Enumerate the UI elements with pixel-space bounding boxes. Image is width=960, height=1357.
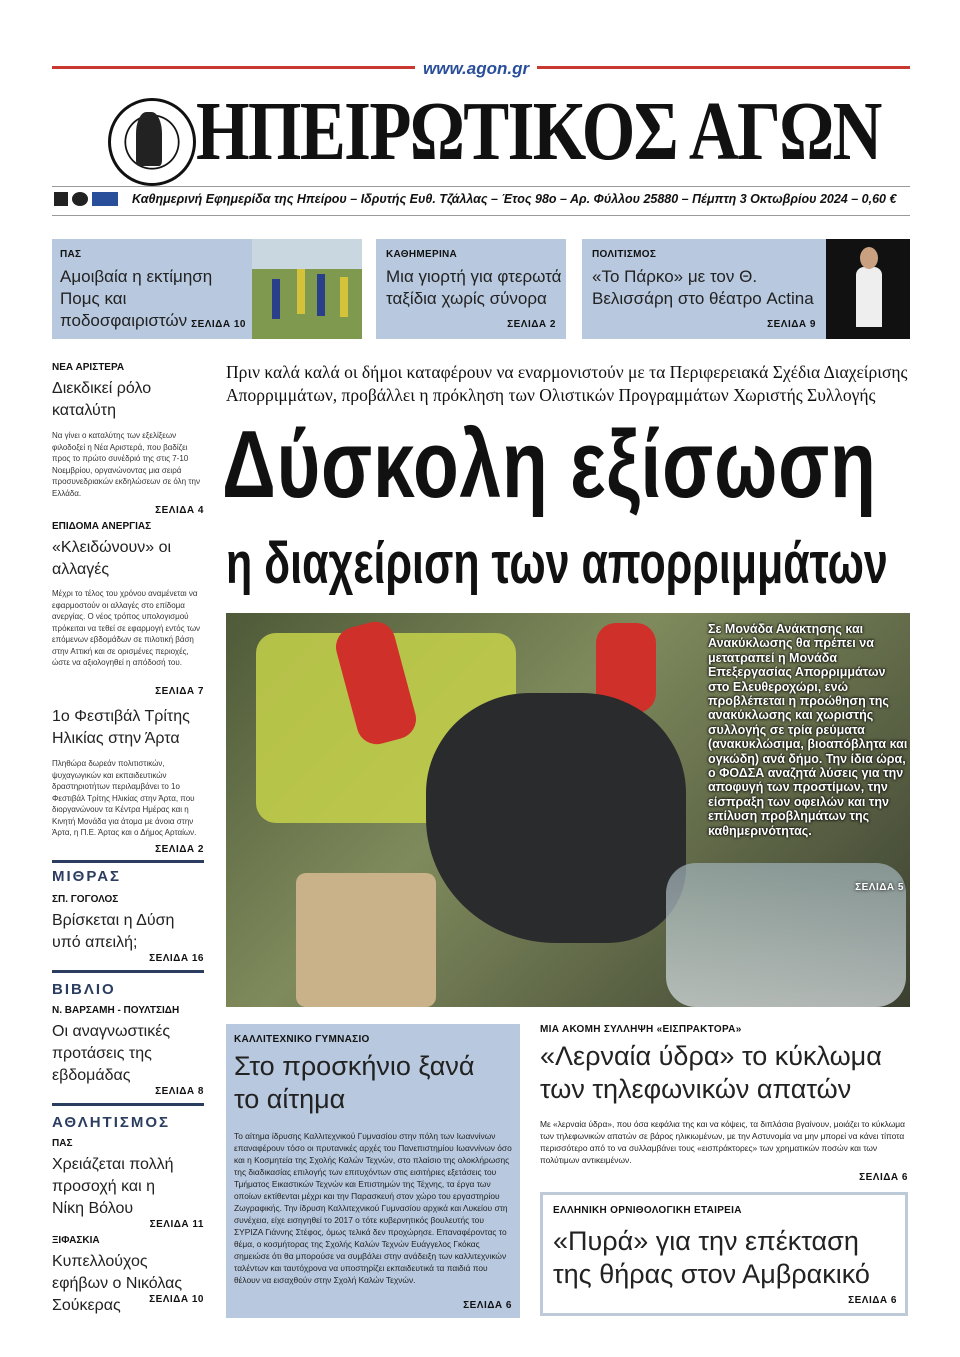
- sidebar-body: Πληθώρα δωρεάν πολιτιστικών, ψυχαγωγικών και εκπαιδευτικών δραστηριοτήτων περιλαμβάνει το 1ο Φεστιβάλ Τρίτης Ηλικίας στην Άρτα, που διοργανώνουν τα Κέντρα Ημέρας και η Κινητή Μονάδα για άτομα με άνοια στην Άρτα, η Π.Ε. Άρτας και ο Δήμος Αρταίων.: [52, 759, 197, 837]
- sidebar-page: ΣΕΛΙΔΑ 7: [155, 686, 204, 697]
- football-photo: [252, 239, 362, 339]
- trousers: [296, 873, 436, 1007]
- article-body: Το αίτημα ίδρυσης Καλλιτεχνικού Γυμνασίου στην πόλη των Ιωαννίνων επαναφέρουν τόσο οι πρυτανικές αρχές του Πανεπιστημίου Ιωαννίνων όσο και η Κοσμητεία της Σχολής Καλών Τεχνών, στο πλαίσιο της ολοκλήρωσης της διαδικασίας επιλογής των επιτυχόντων στις εισιτήριες εξετάσεις του Τμήματος Εικαστικών Τεχνών και Επιστημών της Τέχνης, τα έργα των οποίων εκτίθενται μέχρι και την Παρασκευή στον χώρο του εργαστηρίου Ζωγραφικής. Την ίδρυση Καλλιτεχνικού Γυμνασίου αρχικά και Λυκείου στη συνέχεια, είχε εισηγηθεί το 2017 ο τότε κυβερνητικός βουλευτής του ΣΥΡΙΖΑ Γιάννης Στέφος, όμως τελικά δεν προχώρησε. Επαναφέροντας το θέμα, ο κοσμήτορας της Σχολής Καλών Τεχνών Ευάγγελος Γκόκας σημειώσε ότι θα μπορούσε να συμβάλει στην ανάδειξη των καλλιτεχνικών ταλέντων και ταυτόχρονα να υποστηρίζει εκπαιδευτικά τα παιδιά που θέλουν να εισαχθούν στην Σχολή Καλών Τεχνών.: [234, 1131, 512, 1285]
- teaser-page: ΣΕΛΙΔΑ 2: [507, 319, 556, 330]
- issue-info: Καθημερινή Εφημερίδα της Ηπείρου – Ιδρυτής Ευθ. Τζάλλας – Έτος 98ο – Αρ. Φύλλου 25880 – Πέμπτη 3 Οκτωβρίου 2024 – 0,60 €: [132, 192, 897, 206]
- teaser-page: ΣΕΛΙΔΑ 9: [767, 319, 816, 330]
- teaser-kicker: ΚΑΘΗΜΕΡΙΝΑ: [386, 249, 458, 260]
- sidebar-title[interactable]: «Κλειδώνουν» οι αλλαγές: [52, 539, 172, 578]
- section-divider: [52, 860, 204, 863]
- teaser-1[interactable]: [52, 239, 362, 339]
- sidebar-title[interactable]: 1ο Φεστιβάλ Τρίτης Ηλικίας στην Άρτα: [52, 708, 190, 747]
- sidebar-title[interactable]: Χρειάζεται πολλή προσοχή και η Νίκη Βόλου: [52, 1156, 174, 1217]
- sidebar-kicker: Ν. ΒΑΡΣΑΜΗ - ΠΟΥΛΤΣΙΔΗ: [52, 1005, 180, 1016]
- article-kicker: ΜΙΑ ΑΚΟΜΗ ΣΥΛΛΗΨΗ «ΕΙΣΠΡΑΚΤΟΡΑ»: [540, 1024, 742, 1035]
- sidebar-title[interactable]: Διεκδικεί ρόλο καταλύτη: [52, 380, 152, 419]
- main-headline[interactable]: Δύσκολη εξίσωση: [222, 411, 877, 518]
- sidebar-kicker: ΞΙΦΑΣΚΙΑ: [52, 1235, 100, 1246]
- teaser-kicker: ΠΑΣ: [60, 249, 82, 260]
- section-title: ΒΙΒΛΙΟ: [52, 981, 116, 998]
- theatre-photo: [826, 239, 910, 339]
- teaser-2[interactable]: [376, 239, 566, 339]
- article-kicker: ΚΑΛΛΙΤΕΧΝΙΚΟ ΓΥΜΝΑΣΙΟ: [234, 1034, 370, 1045]
- section-title: ΜΙΘΡΑΣ: [52, 868, 122, 885]
- teaser-page: ΣΕΛΙΔΑ 10: [191, 319, 246, 330]
- garbage-bag: [426, 693, 686, 943]
- teaser-kicker: ΠΟΛΙΤΙΣΜΟΣ: [592, 249, 657, 260]
- teaser-3[interactable]: [582, 239, 910, 339]
- newspaper-title: ΗΠΕΙΡΩΤΙΚΟΣ ΑΓΩΝ: [196, 85, 881, 178]
- section-divider: [52, 1103, 204, 1106]
- sidebar-kicker: ΣΠ. ΓΟΓΟΛΟΣ: [52, 894, 119, 905]
- teaser-title: Αμοιβαία η εκτίμηση Πομς και ποδοσφαιριστών: [60, 267, 213, 330]
- article-title: «Πυρά» για την επέκταση της θήρας στον Αμβρακικό: [553, 1226, 870, 1289]
- round-logo-icon: [72, 192, 88, 206]
- article-gymnasium[interactable]: [226, 1024, 520, 1318]
- sidebar-title[interactable]: Βρίσκεται η Δύση υπό απειλή;: [52, 912, 175, 951]
- main-subhead: Πριν καλά καλά οι δήμοι καταφέρουν να εναρμονιστούν με τα Περιφερειακά Σχέδια Διαχείρισης Απορριμμάτων, προβάλλει η πρόκληση των Ολιστικών Προγραμμάτων Χωριστής Συλλογής: [226, 362, 908, 405]
- teaser-title: Μια γιορτή για φτερωτά ταξίδια χωρίς σύνορα: [386, 267, 562, 308]
- sidebar-body: Μέχρι το τέλος του χρόνου αναμένεται να εφαρμοστούν οι αλλαγές στο επίδομα ανεργίας. Ο νέος τρόπος υπολογισμού πρόκειται να τεθεί σε εφαρμογή εντός των επόμενων εβδομάδων σε πιλοτική βάση στην Αττική και σε ορισμένες περιοχές, ώστε να αξιολογηθεί η απόδοσή του.: [52, 589, 201, 667]
- sidebar-page: ΣΕΛΙΔΑ 8: [155, 1086, 204, 1097]
- teaser-title: «Το Πάρκο» με τον Θ. Βελισσάρη στο θέατρο Actina: [592, 267, 814, 308]
- sidebar-title[interactable]: Οι αναγνωστικές προτάσεις της εβδομάδας: [52, 1023, 171, 1084]
- seal-figure-icon: [136, 112, 162, 166]
- article-body: Με «λερναία ύδρα», που όσα κεφάλια της και να κόψεις, τα διπλάσια βγαίνουν, μοιάζει το κύκλωμα των τηλεφωνικών απατών σε βάρος ηλικιωμένων, με την Αστυνομία να μην μπορεί να κάνει τίποτα περισσότερο από το να συλλαμβάνει τους «εισπράκτορες» των χρηματικών ποσών και των πολύτιμων αντικειμένων.: [540, 1119, 905, 1165]
- article-title[interactable]: «Λερναία ύδρα» το κύκλωμα των τηλεφωνικών απατών: [540, 1041, 882, 1104]
- sidebar-kicker: ΝΕΑ ΑΡΙΣΤΕΡΑ: [52, 362, 125, 373]
- main-photo-caption: Σε Μονάδα Ανάκτησης και Ανακύκλωσης θα πρέπει να μετατραπεί η Μονάδα Επεξεργασίας Απορριμμάτων στο Ελευθεροχώρι, ενώ προβλέπεται η προώθηση της ανακύκλωσης και χωριστής συλλογής σε τρία ρεύματα (ανακυκλώσιμα, βιοαπόβλητα και ογκώδη) ανά δήμο. Την ίδια ώρα, ο ΦΟΔΣΑ αναζητά λύσεις για την αποφυγή των προστίμων, την είσπραξη των οφειλών και την επίλυση προβλημάτων της καθημερινότητας.: [708, 622, 908, 838]
- main-page: ΣΕΛΙΔΑ 5: [855, 882, 904, 893]
- article-page: ΣΕΛΙΔΑ 6: [463, 1300, 512, 1311]
- sidebar-kicker: ΕΠΙΔΟΜΑ ΑΝΕΡΓΙΑΣ: [52, 521, 152, 532]
- sidebar-page: ΣΕΛΙΔΑ 16: [149, 953, 204, 964]
- site-url[interactable]: www.agon.gr: [415, 59, 537, 79]
- eiea-logo-icon: [92, 192, 118, 206]
- sidebar-page: ΣΕΛΙΔΑ 4: [155, 505, 204, 516]
- sidebar-page: ΣΕΛΙΔΑ 2: [155, 844, 204, 855]
- article-title: Στο προσκήνιο ξανά το αίτημα: [234, 1051, 475, 1114]
- article-page: ΣΕΛΙΔΑ 6: [859, 1172, 908, 1183]
- sidebar-kicker: ΠΑΣ: [52, 1138, 73, 1149]
- sidebar-page: ΣΕΛΙΔΑ 11: [149, 1219, 204, 1230]
- main-headline-line2[interactable]: η διαχείριση των απορριμμάτων: [226, 531, 888, 596]
- sidebar-title[interactable]: Κυπελλούχος εφήβων ο Νικόλας Σούκερας: [52, 1253, 183, 1314]
- small-logo-icon: [54, 192, 68, 206]
- article-ornithology[interactable]: [540, 1192, 908, 1316]
- article-page: ΣΕΛΙΔΑ 6: [848, 1295, 897, 1306]
- section-title: ΑΘΛΗΤΙΣΜΟΣ: [52, 1114, 171, 1131]
- article-kicker: ΕΛΛΗΝΙΚΗ ΟΡΝΙΘΟΛΟΓΙΚΗ ΕΤΑΙΡΕΙΑ: [553, 1205, 742, 1216]
- sidebar-body: Να γίνει ο καταλύτης των εξελίξεων φιλοδοξεί η Νέα Αριστερά, που βαδίζει προς το πρώτο συνέδριό της στις 7-10 Νοεμβρίου, οργανώνοντας μια σειρά προσυνεδριακών εκδηλώσεων σε όλη την Ελλάδα.: [52, 431, 200, 498]
- sidebar-page: ΣΕΛΙΔΑ 10: [149, 1294, 204, 1305]
- section-divider: [52, 970, 204, 973]
